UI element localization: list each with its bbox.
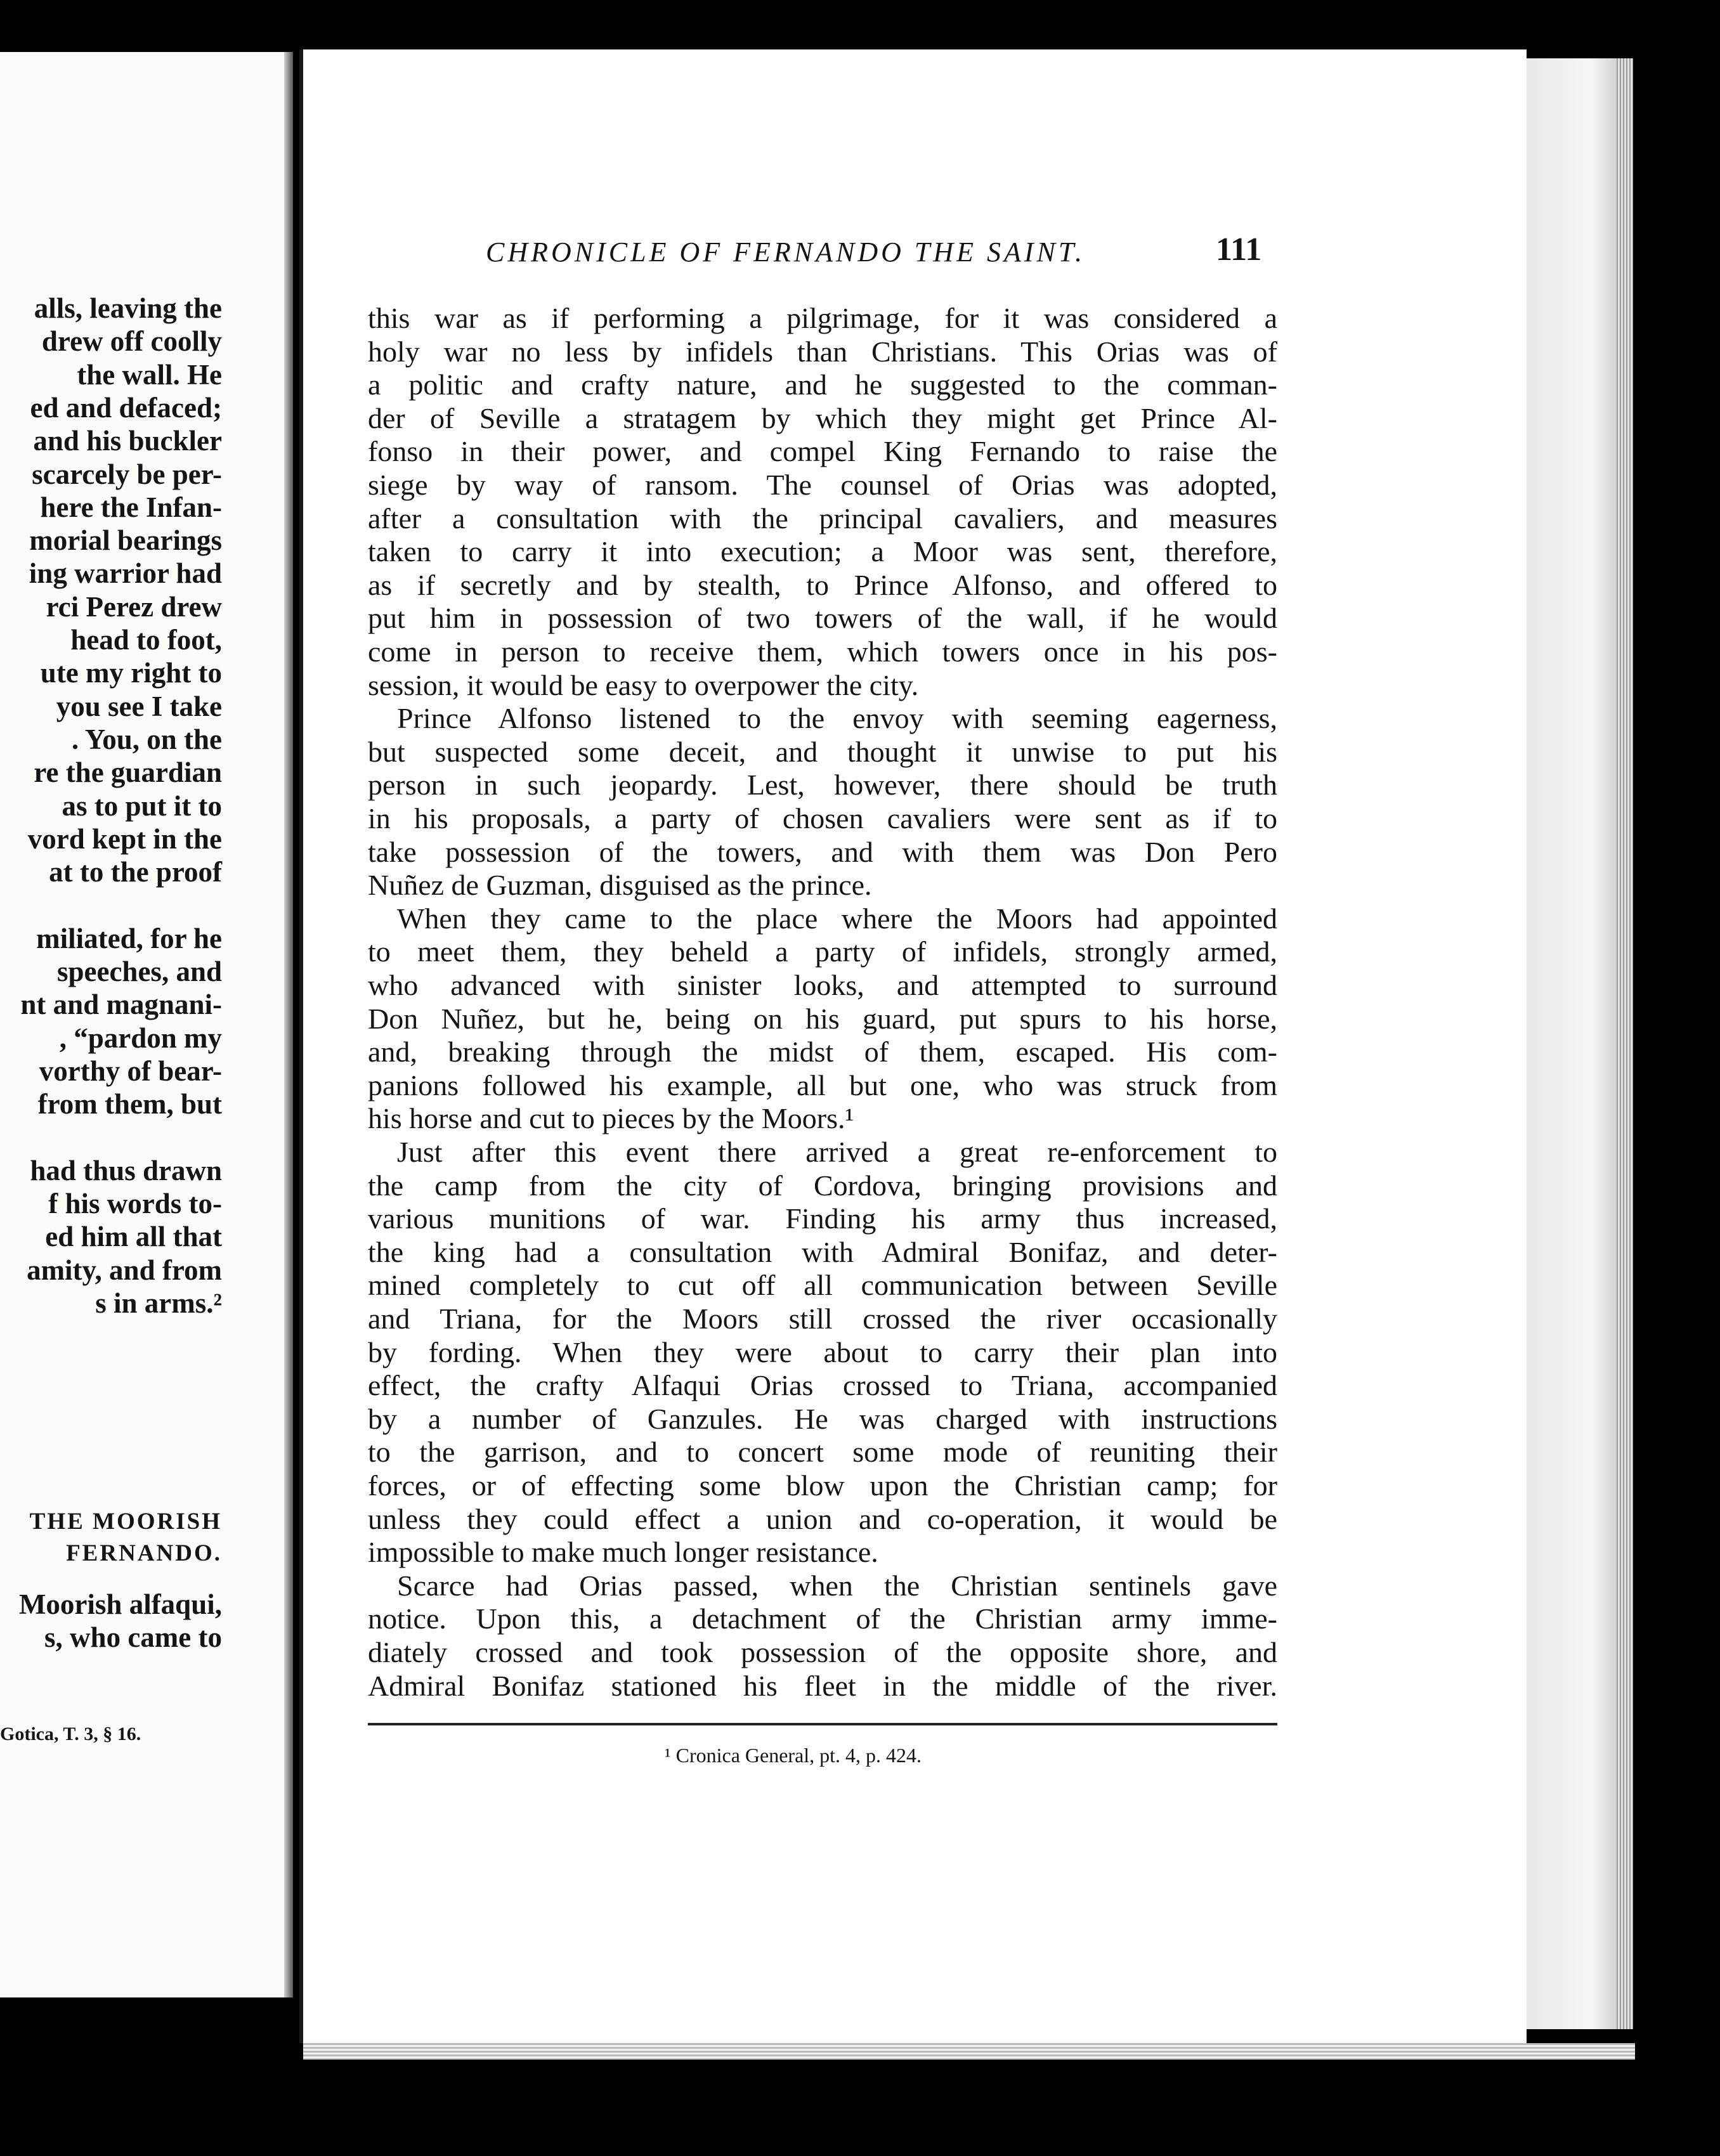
text-line: panions followed his example, all but one, who was struck from — [368, 1068, 1277, 1101]
left-text-line: nt and magnani- — [20, 989, 222, 1021]
page-bottom-edge — [303, 2043, 1635, 2060]
text-line: diately crossed and took possession of the opposite shore, and — [368, 1636, 1277, 1668]
text-line: by a number of Ganzules. He was charged with instructions — [368, 1402, 1277, 1435]
left-text-line: as to put it to — [62, 789, 222, 822]
left-text-line: ing warrior had — [29, 557, 222, 590]
footnote: ¹ Cronica General, pt. 4, p. 424. — [665, 1744, 922, 1767]
left-text-line: had thus drawn — [30, 1154, 222, 1186]
left-text-line: drew off coolly — [41, 325, 222, 358]
text-line: fonso in their power, and compel King Fernando to raise the — [368, 435, 1277, 468]
left-text-line: rci Perez drew — [46, 590, 222, 623]
text-line: to meet them, they beheld a party of infidels, strongly armed, — [368, 935, 1277, 968]
left-text-line: f his words to- — [48, 1188, 222, 1220]
left-footnote: Gotica, T. 3, § 16. — [0, 1724, 141, 1744]
text-line: in his proposals, a party of chosen cavaliers were sent as if to — [368, 802, 1277, 834]
text-line: come in person to receive them, which towers once in his pos- — [368, 635, 1277, 668]
left-text-line: Moorish alfaqui, — [18, 1588, 222, 1620]
left-text-line: vord kept in the — [27, 822, 222, 855]
left-chapter-heading-line2: FERNANDO. — [66, 1540, 222, 1566]
text-line: the camp from the city of Cordova, bringing provisions and — [368, 1169, 1277, 1202]
text-line: holy war no less by infidels than Christians. This Orias was of — [368, 335, 1277, 368]
left-text-line: the wall. He — [77, 358, 222, 391]
left-text-line: re the guardian — [34, 757, 222, 789]
text-line: to the garrison, and to concert some mode of reuniting their — [368, 1436, 1277, 1469]
page-gutter — [299, 49, 303, 2043]
text-line: mined completely to cut off all communication between Seville — [368, 1269, 1277, 1302]
text-line: put him in possession of two towers of the wall, if he would — [368, 602, 1277, 635]
left-text-line: from them, but — [37, 1088, 222, 1120]
page-stack-edge — [1527, 58, 1633, 2029]
text-line: take possession of the towers, and with them was Don Pero — [368, 835, 1277, 868]
page-number: 111 — [1216, 231, 1262, 268]
left-text-line: scarcely be per- — [32, 458, 222, 490]
left-text-line: speeches, and — [56, 956, 222, 987]
book-spine — [284, 52, 293, 1997]
left-text-line: , “pardon my — [59, 1022, 222, 1054]
text-line: his horse and cut to pieces by the Moors.¹ — [368, 1102, 854, 1135]
left-chapter-heading-line1: THE MOORISH — [29, 1509, 222, 1535]
left-text-line: head to foot, — [70, 624, 222, 656]
left-text-line: morial bearings — [29, 524, 222, 557]
text-line: Admiral Bonifaz stationed his fleet in the middle of the river. — [368, 1669, 1277, 1702]
text-line: by fording. When they were about to carry their plan into — [368, 1335, 1277, 1368]
text-line: person in such jeopardy. Lest, however, there should be truth — [368, 769, 1277, 802]
text-line: der of Seville a stratagem by which they might get Prince Al- — [368, 401, 1277, 434]
text-line: and, breaking through the midst of them, escaped. His com- — [368, 1036, 1277, 1068]
left-page — [0, 52, 293, 1997]
text-line: this war as if performing a pilgrimage, for it was considered a — [368, 302, 1277, 334]
text-line: unless they could effect a union and co-operation, it would be — [368, 1502, 1277, 1535]
text-line: Prince Alfonso listened to the envoy with seeming eagerness, — [397, 702, 1277, 735]
text-line: When they came to the place where the Moors had appointed — [397, 902, 1277, 935]
left-text-line: here the Infan- — [40, 491, 222, 523]
left-text-line: s in arms.² — [95, 1287, 222, 1319]
left-text-line: ed him all that — [45, 1221, 222, 1253]
text-line: effect, the crafty Alfaqui Orias crossed to Triana, accompanied — [368, 1369, 1277, 1402]
left-text-line: alls, leaving the — [34, 292, 222, 324]
text-line: siege by way of ransom. The counsel of Orias was adopted, — [368, 469, 1277, 501]
text-line: taken to carry it into execution; a Moor was sent, therefore, — [368, 535, 1277, 568]
text-line: forces, or of effecting some blow upon the Christian camp; for — [368, 1469, 1277, 1502]
text-line: but suspected some deceit, and thought it unwise to put his — [368, 735, 1277, 768]
left-text-line: at to the proof — [49, 856, 222, 888]
left-text-line: ed and defaced; — [30, 391, 222, 424]
text-line: as if secretly and by stealth, to Prince Alfonso, and offered to — [368, 568, 1277, 601]
text-line: after a consultation with the principal cavaliers, and measures — [368, 502, 1277, 535]
text-line: Scarce had Orias passed, when the Christian sentinels gave — [397, 1569, 1277, 1602]
left-text-line: miliated, for he — [36, 922, 222, 954]
text-line: various munitions of war. Finding his army thus increased, — [368, 1202, 1277, 1235]
text-line: a politic and crafty nature, and he suggested to the comman- — [368, 368, 1277, 401]
left-text-line: s, who came to — [44, 1621, 222, 1653]
text-line: the king had a consultation with Admiral Bonifaz, and deter- — [368, 1235, 1277, 1268]
text-line: Just after this event there arrived a great re-enforcement to — [397, 1136, 1277, 1168]
left-text-line: amity, and from — [27, 1254, 222, 1286]
left-text-line: . You, on the — [71, 723, 222, 755]
text-line: impossible to make much longer resistance. — [368, 1536, 878, 1569]
left-text-line: and his buckler — [33, 425, 222, 457]
left-text-line: ute my right to — [40, 657, 222, 689]
text-line: Nuñez de Guzman, disguised as the prince. — [368, 869, 872, 902]
footnote-rule — [368, 1723, 1277, 1725]
text-line: who advanced with sinister looks, and attempted to surround — [368, 969, 1277, 1001]
left-text-line: you see I take — [56, 690, 222, 722]
left-text-line: vorthy of bear- — [39, 1055, 222, 1087]
text-line: Don Nuñez, but he, being on his guard, put spurs to his horse, — [368, 1002, 1277, 1035]
text-line: and Triana, for the Moors still crossed the river occasionally — [368, 1302, 1277, 1335]
running-head: CHRONICLE OF FERNANDO THE SAINT. — [486, 237, 1086, 268]
text-line: notice. Upon this, a detachment of the Christian army imme- — [368, 1602, 1277, 1635]
text-line: session, it would be easy to overpower the city. — [368, 668, 919, 701]
